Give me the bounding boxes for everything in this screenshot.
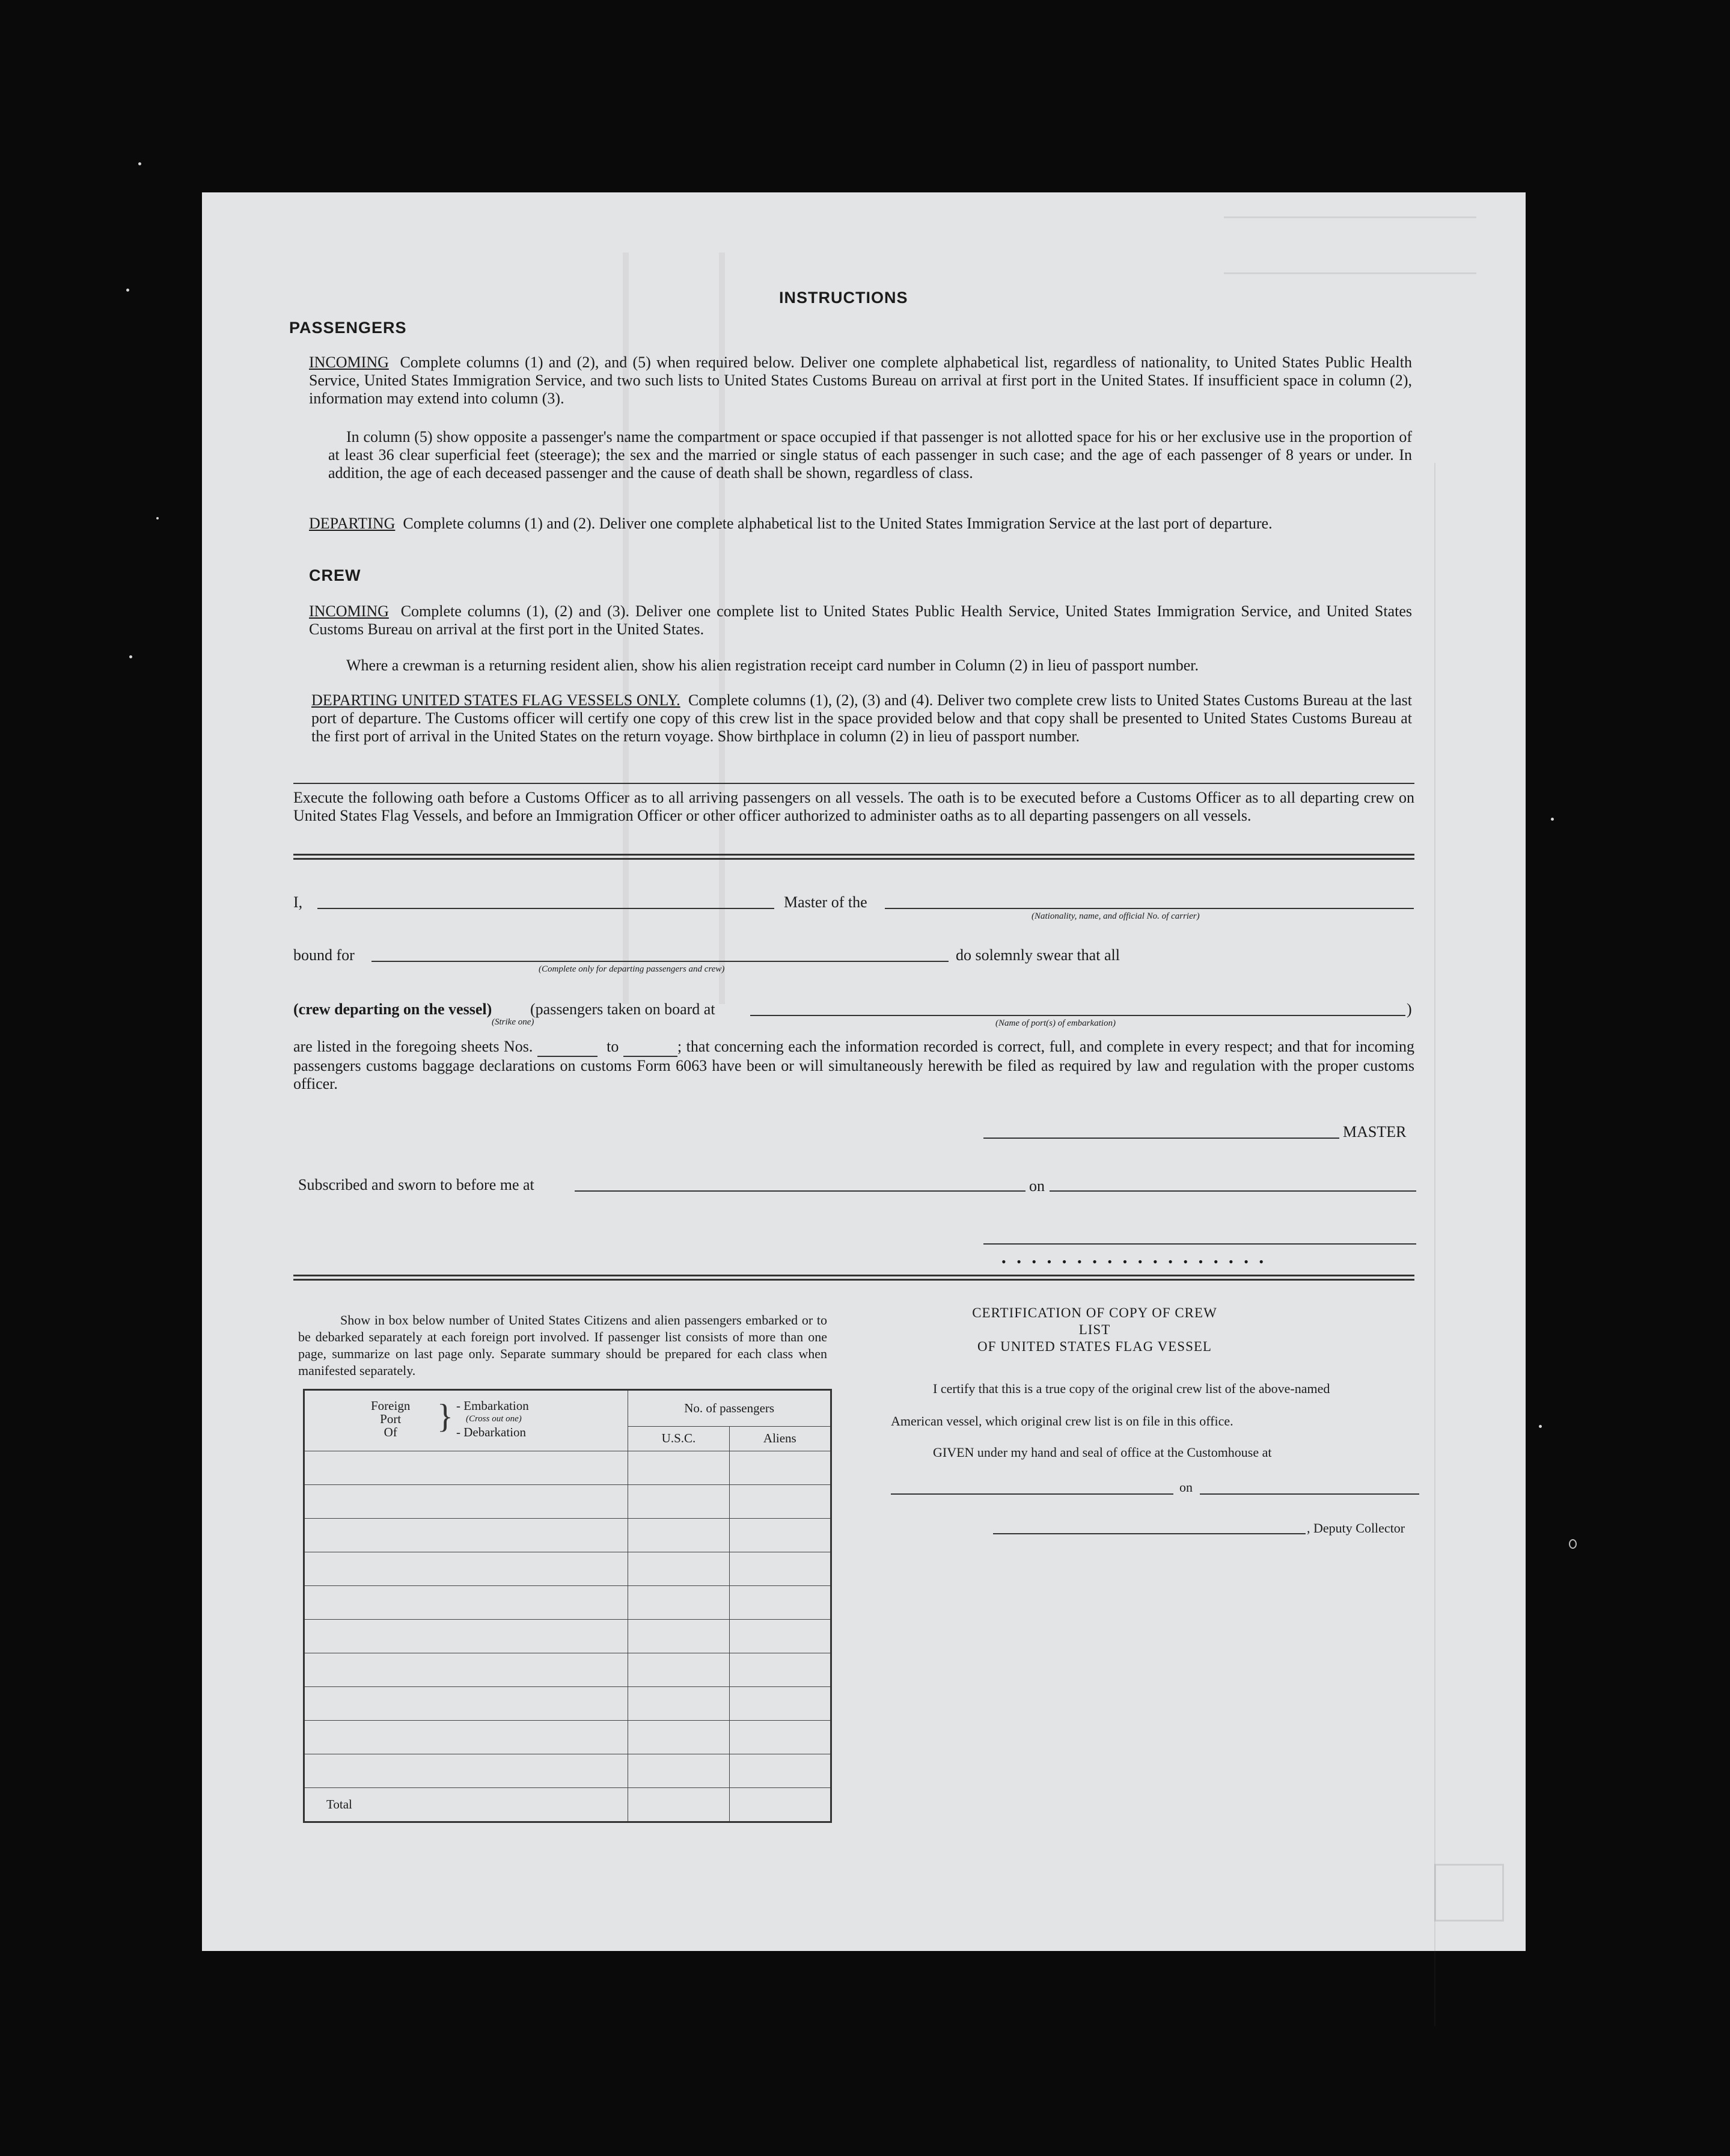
usc-cell[interactable]: [628, 1586, 729, 1620]
deputy-collector-label: , Deputy Collector: [1307, 1521, 1405, 1536]
bound-for-label: bound for: [293, 946, 355, 964]
usc-header: U.S.C.: [628, 1426, 729, 1451]
crew-departing-paragraph: [311, 691, 1412, 746]
passengers-departing-text: Complete columns (1) and (2). Deliver one complete alphabetical list to the United States Immigration Service at the last port of departure.: [403, 515, 1273, 532]
crew-incoming-paragraph: [309, 602, 1412, 639]
certification-date-field[interactable]: [1200, 1493, 1419, 1495]
aliens-cell[interactable]: [729, 1620, 831, 1653]
passengers-incoming-text: Complete columns (1) and (2), and (5) when required below. Deliver one complete alphabetical list, regardless of nationality, to United States Public Health Service, United States Immigration Service, and two such lists to United States Customs Bureau on arrival at first port in the United States. If insufficient space in column (2), information may extend into column (3).: [309, 354, 1412, 407]
aliens-cell[interactable]: [729, 1552, 831, 1586]
usc-cell[interactable]: [628, 1721, 729, 1754]
cross-out-label: (Cross out one): [466, 1414, 522, 1424]
given-text: GIVEN under my hand and seal of office at the Customhouse at: [933, 1445, 1272, 1460]
aliens-cell[interactable]: [729, 1721, 831, 1754]
subscribed-place-field[interactable]: [575, 1190, 1025, 1192]
certification-title-line-1: CERTIFICATION OF COPY OF CREW LIST: [972, 1305, 1217, 1337]
swear-text: do solemnly swear that all: [956, 946, 1120, 964]
aliens-cell[interactable]: [729, 1754, 831, 1788]
total-label: Total: [304, 1788, 628, 1822]
instructions-title: INSTRUCTIONS: [779, 289, 908, 307]
header-port: Port: [380, 1412, 402, 1426]
crew-departing-label: DEPARTING UNITED STATES FLAG VESSELS ONLY.: [311, 691, 680, 709]
usc-cell[interactable]: [628, 1687, 729, 1721]
crew-incoming-text: Complete columns (1), (2) and (3). Deliver one complete list to United States Public Health Service, United States Immigration Service, and United States Customs Bureau on arrival at the first port in the United States.: [309, 602, 1413, 638]
usc-cell[interactable]: [628, 1552, 729, 1586]
officer-signature-field[interactable]: [983, 1243, 1416, 1245]
subscribed-label: Subscribed and sworn to before me at: [298, 1176, 534, 1193]
table-row: [304, 1451, 831, 1485]
sheet-to-field[interactable]: [623, 1038, 677, 1057]
port-cell[interactable]: [304, 1620, 628, 1653]
certification-title: [959, 1305, 1230, 1355]
usc-cell[interactable]: [628, 1620, 729, 1653]
table-row: [304, 1721, 831, 1754]
master-label: MASTER: [1343, 1123, 1407, 1141]
carrier-field[interactable]: [885, 908, 1414, 909]
document-page: [202, 192, 1526, 1951]
port-cell[interactable]: [304, 1451, 628, 1485]
carrier-caption: (Nationality, name, and official No. of carrier): [1032, 911, 1200, 921]
sheets-to-label: to: [607, 1038, 619, 1055]
dotted-line: • • • • • • • • • • • • • • • • • •: [1001, 1254, 1268, 1269]
aliens-cell[interactable]: [729, 1519, 831, 1552]
crew-departing-option: (crew departing on the vessel): [293, 1000, 492, 1018]
usc-cell[interactable]: [628, 1653, 729, 1687]
port-cell[interactable]: [304, 1519, 628, 1552]
passengers-incoming-label: INCOMING: [309, 354, 389, 371]
sheets-label-b: ; that concerning each the information recorded is correct, full, and complete in every respect; and that for incoming passengers customs baggage declarations on customs Form 6063 have been or will simultaneously herewith be filed as required by law and regulation with the proper customs officer.: [293, 1038, 1415, 1092]
aliens-cell[interactable]: [729, 1586, 831, 1620]
aliens-total-cell[interactable]: [729, 1788, 831, 1822]
section-divider-double: [293, 1275, 1414, 1281]
section-divider-double: [293, 854, 1414, 860]
usc-cell[interactable]: [628, 1485, 729, 1519]
summary-note: Show in box below number of United States Citizens and alien passengers embarked or to be debarked separately at each foreign port involved. If passenger list consists of more than one page, summarize on last page only. Separate summary should be prepared for each class when manifested separately.: [298, 1312, 827, 1378]
table-row: [304, 1754, 831, 1788]
scan-speck: [1551, 818, 1554, 821]
usc-cell[interactable]: [628, 1451, 729, 1485]
crew-incoming-label: INCOMING: [309, 602, 389, 620]
scan-speck: [156, 517, 159, 519]
header-of: Of: [384, 1425, 397, 1439]
passenger-summary-table: [303, 1389, 832, 1823]
bleed-through-mark: [1434, 1864, 1504, 1922]
bleed-through-mark: [1434, 463, 1490, 2026]
column5-paragraph: In column (5) show opposite a passenger's name the compartment or space occupied if that passenger is not allotted space for his or her exclusive use in the proportion of at least 36 clear superficial feet (steerage); the sex and the married or single status of each passenger in such case; and the age of each passenger of 8 years or under. In addition, the age of each deceased passenger and the cause of death shall be shown, regardless of class.: [328, 428, 1412, 482]
aliens-cell[interactable]: [729, 1485, 831, 1519]
passengers-departing-paragraph: [309, 515, 1412, 533]
scan-speck: [138, 162, 141, 165]
port-cell[interactable]: [304, 1485, 628, 1519]
usc-total-cell[interactable]: [628, 1788, 729, 1822]
table-row: [304, 1552, 831, 1586]
header-foreign: Foreign: [371, 1398, 411, 1413]
sheets-label-a: are listed in the foregoing sheets Nos.: [293, 1038, 533, 1055]
crew-heading: CREW: [309, 566, 361, 584]
certify-text-1: I certify that this is a true copy of the original crew list of the above-named: [933, 1381, 1330, 1396]
port-caption: (Name of port(s) of embarkation): [995, 1018, 1116, 1028]
sheets-paragraph: [293, 1038, 1414, 1093]
embarkation-label: - Embarkation: [456, 1398, 529, 1413]
aliens-cell[interactable]: [729, 1451, 831, 1485]
master-name-field[interactable]: [317, 908, 774, 909]
table-row: [304, 1653, 831, 1687]
no-passengers-header: No. of passengers: [628, 1390, 831, 1427]
port-cell[interactable]: [304, 1552, 628, 1586]
port-cell[interactable]: [304, 1721, 628, 1754]
table-row: [304, 1519, 831, 1552]
port-cell[interactable]: [304, 1754, 628, 1788]
usc-cell[interactable]: [628, 1754, 729, 1788]
sheet-from-field[interactable]: [537, 1038, 598, 1057]
section-divider: [293, 783, 1414, 784]
aliens-cell[interactable]: [729, 1687, 831, 1721]
aliens-header: Aliens: [729, 1426, 831, 1451]
port-cell[interactable]: [304, 1586, 628, 1620]
bound-for-caption: (Complete only for departing passengers and crew): [539, 964, 725, 974]
brace-glyph: }: [437, 1398, 453, 1435]
oath-intro: Execute the following oath before a Customs Officer as to all arriving passengers on all vessels. The oath is to be executed before a Customs Officer as to all departing crew on United States Flag Vessels, and before an Immigration Officer or other officer authorized to administer oaths as to all departing passengers on all vessels.: [293, 789, 1414, 824]
scan-speck: [1539, 1425, 1542, 1428]
deputy-signature-field[interactable]: [993, 1533, 1306, 1534]
aliens-cell[interactable]: [729, 1653, 831, 1687]
table-row: [304, 1586, 831, 1620]
customhouse-field[interactable]: [891, 1493, 1173, 1495]
certification-on-label: on: [1179, 1480, 1193, 1495]
crew-departing-text: Complete columns (1), (2), (3) and (4). Deliver two complete crew lists to United States Customs Bureau at the last port of departure. The Customs officer will certify one copy of this crew list in the space provided below and that copy shall be presented to United States Customs Bureau at the first port of arrival in the United States on the return voyage. Show birthplace in column (2) in lieu of passport number.: [311, 691, 1413, 745]
port-cell[interactable]: [304, 1653, 628, 1687]
usc-cell[interactable]: [628, 1519, 729, 1552]
subscribed-on-label: on: [1029, 1177, 1045, 1195]
certify-text-2: American vessel, which original crew list is on file in this office.: [891, 1413, 1233, 1429]
total-row: [304, 1788, 831, 1822]
master-signature-field[interactable]: [983, 1138, 1339, 1139]
table-row: [304, 1687, 831, 1721]
passengers-departing-label: DEPARTING: [309, 515, 396, 532]
port-header-cell: [304, 1390, 628, 1451]
table-row: [304, 1485, 831, 1519]
oath-i-label: I,: [293, 893, 303, 911]
subscribed-date-field[interactable]: [1050, 1190, 1416, 1192]
close-paren: ): [1407, 1000, 1412, 1018]
bleed-through-mark: [1224, 216, 1476, 274]
embarkation-port-field[interactable]: [750, 1015, 1405, 1016]
table-row: [304, 1620, 831, 1653]
passengers-taken-option: (passengers taken on board at: [530, 1000, 715, 1018]
scan-speck: [1569, 1539, 1577, 1549]
port-cell[interactable]: [304, 1687, 628, 1721]
certification-title-line-2: OF UNITED STATES FLAG VESSEL: [977, 1339, 1212, 1354]
strike-one-caption: (Strike one): [492, 1017, 534, 1027]
master-of-the-label: Master of the: [784, 893, 867, 911]
passengers-heading: PASSENGERS: [289, 319, 407, 337]
passengers-incoming-paragraph: [309, 354, 1412, 408]
crewman-paragraph: Where a crewman is a returning resident alien, show his alien registration receipt card number in Column (2) in lieu of passport number.: [346, 657, 1199, 674]
debarkation-label: - Debarkation: [456, 1425, 527, 1439]
scan-speck: [129, 655, 132, 658]
bound-for-field[interactable]: [371, 961, 949, 962]
scan-speck: [126, 289, 129, 292]
